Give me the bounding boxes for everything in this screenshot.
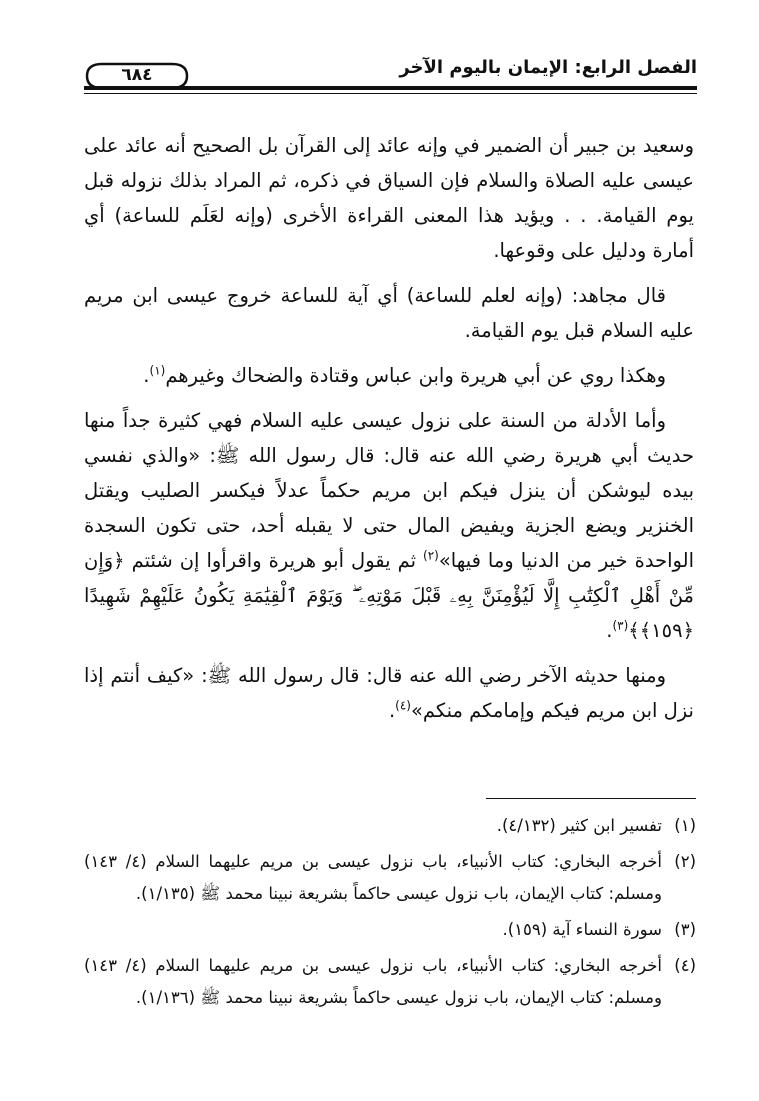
main-text (84, 128, 694, 738)
footnote-text: تفسير ابن كثير (٤/١٣٢). (496, 816, 662, 835)
footnote-ref-4[interactable]: (٤) (395, 698, 411, 713)
footnote-ref-2[interactable]: (٢) (423, 548, 439, 563)
footnote-text: أخرجه البخاري: كتاب الأنبياء، باب نزول عيسى بن مريم عليهما السلام (٤/ ١٤٣) ومسلم: كتاب الإيمان، باب نزول عيسى حاكماً بشريعة نبينا محمد ﷺ (١/١٣٥). (84, 852, 662, 903)
footnote-ref-1[interactable]: (١) (149, 363, 166, 378)
footnote-item (84, 914, 696, 946)
paragraph-5-hadith: ومنها حديثه الآخر رضي الله عنه قال: قال رسول الله ﷺ: «كيف أنتم إذا نزل ابن مريم فيكم وإمامكم منكم» (84, 664, 694, 722)
paragraph-2: قال مجاهد: (وإنه لعلم للساعة) أي آية للساعة خروج عيسى ابن مريم عليه السلام قبل يوم القيامة. (84, 284, 694, 342)
footnote-item (84, 810, 696, 842)
page-number: ٦٨٤ (121, 65, 153, 85)
paragraph-4-hadith: وأما الأدلة من السنة على نزول عيسى عليه السلام فهي كثيرة جداً منها حديث أبي هريرة رضي الله عنه قال: قال رسول الله ﷺ: «والذي نفسي بيده ليوشكن أن ينزل فيكم ابن مريم حكماً عدلاً فيكسر الصليب ويقتل الخنزير ويضع الجزية ويفيض المال حتى لا يقبله أحد، حتى تكون السجدة الواحدة خير من الدنيا وما فيها» (84, 409, 694, 572)
footnotes (84, 810, 696, 1018)
header-rule-thin (84, 93, 697, 94)
footnote-separator (486, 798, 696, 799)
footnote-number: (١) (674, 816, 696, 835)
footnote-text: سورة النساء آية (١٥٩). (502, 920, 662, 939)
quran-verse: ﴿وَإِن مِّنْ أَهْلِ ٱلْكِتَٰبِ إِلَّا لَيُؤْمِنَنَّ بِهِۦ قَبْلَ مَوْتِهِۦ ۖ وَيَوْمَ ٱلْقِيَٰمَةِ يَكُونُ عَلَيْهِمْ شَهِيدًا ﴿١٥٩﴾﴾ (84, 549, 694, 642)
header-rule-thick (84, 86, 697, 90)
footnote-number: (٤) (674, 956, 696, 975)
chapter-title: الفصل الرابع: الإيمان باليوم الآخر (399, 57, 697, 78)
paragraph-3: وهكذا روي عن أبي هريرة وابن عباس وقتادة والضحاك وغيرهم$^{(١)}$. (143, 363, 666, 387)
footnote-text: أخرجه البخاري: كتاب الأنبياء، باب نزول عيسى بن مريم عليهما السلام (٤/ ١٤٣) ومسلم: كتاب الإيمان، باب نزول عيسى حاكماً بشريعة نبينا محمد ﷺ (١/١٣٦). (84, 956, 662, 1007)
footnote-number: (٣) (674, 920, 696, 939)
footnote-item (84, 846, 696, 910)
footnote-ref-3[interactable]: (٣) (612, 618, 629, 633)
paragraph-3-text: وهكذا روي عن أبي هريرة وابن عباس وقتادة والضحاك وغيرهم (165, 364, 666, 387)
footnote-number: (٢) (674, 852, 696, 871)
paragraph-4: وأما الأدلة من السنة على نزول عيسى عليه السلام فهي كثيرة جداً منها حديث أبي هريرة رضي الله عنه قال: قال رسول الله ﷺ: «والذي نفسي بيده ليوشكن أن ينزل فيكم ابن مريم حكماً عدلاً فيكسر الصليب ويقتل الخنزير ويضع الجزية ويفيض المال حتى لا يقبله أحد، حتى تكون السجدة الواحدة خير من الدنيا وما فيها»$^{(٢)}$ ثم يقول أبو هريرة واقرأوا إن شئتم ﴿وَإِن مِّنْ أَهْلِ ٱلْكِتَٰبِ إِلَّا لَيُؤْمِنَنَّ بِهِۦ قَبْلَ مَوْتِهِۦ ۖ وَيَوْمَ ٱلْقِيَٰمَةِ يَكُونُ عَلَيْهِمْ شَهِيدًا ﴿١٥٩﴾﴾$^{(٣)}$. (84, 409, 694, 642)
paragraph-5: ومنها حديثه الآخر رضي الله عنه قال: قال رسول الله ﷺ: «كيف أنتم إذا نزل ابن مريم فيكم وإمامكم منكم»$^{(٤)}$. (84, 664, 694, 722)
paragraph-1: وسعيد بن جبير أن الضمير في وإنه عائد إلى القرآن بل الصحيح أنه عائد على عيسى عليه الصلاة والسلام فإن السياق في ذكره، ثم المراد بذلك نزوله قبل يوم القيامة. . . ويؤيد هذا المعنى القراءة الأخرى (وإنه لعَلَم للساعة) أي أمارة ودليل على وقوعها. (84, 134, 694, 262)
footnote-item (84, 950, 696, 1014)
paragraph-4-continuation: ثم يقول أبو هريرة واقرأوا إن شئتم (124, 549, 424, 572)
